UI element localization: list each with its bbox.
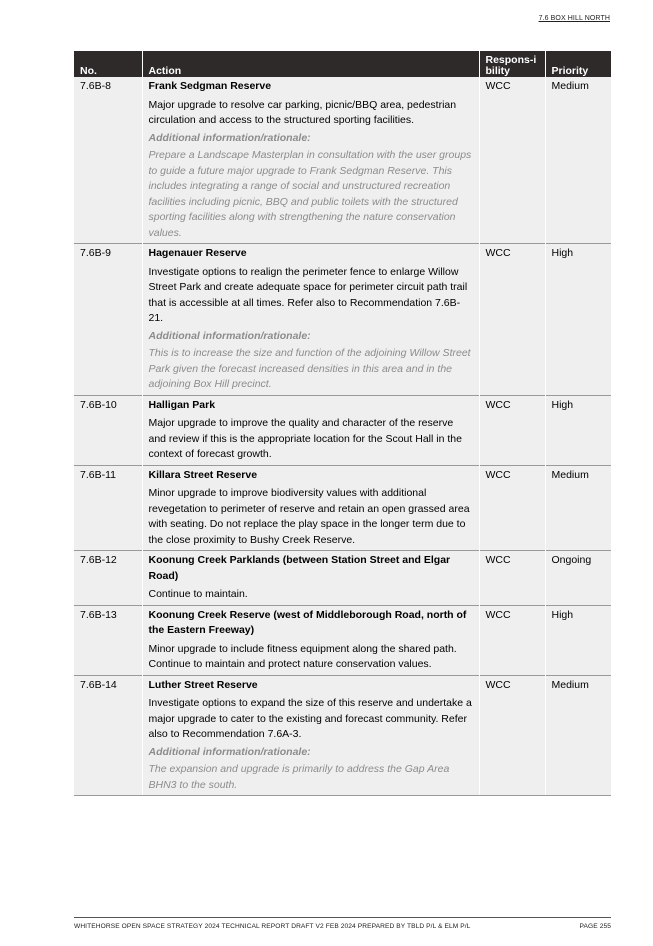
cell-responsibility: WCC [479, 395, 545, 465]
footer [74, 923, 611, 930]
cell-no: 7.6B-13 [74, 605, 142, 675]
action-description: Minor upgrade to include fitness equipment along the shared path. Continue to maintain and protect nature conservation values. [148, 642, 457, 670]
cell-responsibility: WCC [479, 77, 545, 244]
cell-no: 7.6B-10 [74, 395, 142, 465]
table-row [74, 605, 611, 675]
cell-priority: High [545, 395, 611, 465]
action-title: Killara Street Reserve [148, 468, 258, 481]
action-title: Koonung Creek Parklands (between Station Street and Elgar Road) [148, 554, 451, 582]
action-title: Hagenauer Reserve [148, 247, 247, 259]
table-row [74, 675, 611, 796]
additional-info-text: Prepare a Landscape Masterplan in consultation with the user groups to guide a future major upgrade to Frank Sedgman Reserve. This includes integrating a range of social and unstructured recreation facilities including picnic, BBQ and public toilets with the structured sporting facilities along with strengthening the nature conservation values. [148, 149, 472, 239]
cell-action [142, 77, 479, 244]
cell-no: 7.6B-12 [74, 551, 142, 606]
additional-info-label: Additional information/rationale: [148, 131, 311, 144]
cell-no: 7.6B-8 [74, 77, 142, 244]
action-title: Halligan Park [148, 398, 216, 411]
additional-info-text: This is to increase the size and function of the adjoining Willow Street Park given the forecast increased densities in this area and in the adjoining Box Hill precinct. [148, 347, 471, 390]
table-row [74, 244, 611, 396]
cell-action [142, 244, 479, 396]
cell-action [142, 395, 479, 465]
running-head: 7.6 BOX HILL NORTH [538, 15, 610, 22]
cell-action [142, 605, 479, 675]
action-title: Frank Sedgman Reserve [148, 80, 272, 92]
cell-responsibility: WCC [479, 244, 545, 396]
cell-priority: High [545, 244, 611, 396]
header-no: No. [74, 51, 142, 77]
cell-responsibility: WCC [479, 551, 545, 606]
cell-action [142, 551, 479, 606]
cell-no: 7.6B-9 [74, 244, 142, 396]
cell-action [142, 675, 479, 796]
table-header-row [74, 51, 611, 77]
header-responsibility-label: Respons-ibility [485, 54, 537, 77]
header-priority: Priority [545, 51, 611, 77]
additional-info-label: Additional information/rationale: [148, 745, 311, 758]
additional-info-label: Additional information/rationale: [148, 329, 311, 342]
action-title: Koonung Creek Reserve (west of Middleborough Road, north of the Eastern Freeway) [148, 608, 467, 636]
cell-action [142, 465, 479, 551]
page-number: PAGE 255 [579, 923, 611, 930]
action-description: Investigate options to expand the size of this reserve and undertake a major upgrade to cater to the existing and forecast community. Refer also to Recommendation 7.6A-3. [148, 697, 472, 740]
cell-responsibility: WCC [479, 465, 545, 551]
header-responsibility [479, 51, 545, 77]
cell-responsibility: WCC [479, 605, 545, 675]
action-description: Major upgrade to resolve car parking, picnic/BBQ area, pedestrian circulation and access to the structured sporting facilities. [148, 98, 457, 126]
action-description: Continue to maintain. [148, 588, 248, 600]
action-description: Major upgrade to improve the quality and character of the reserve and review if this is the appropriate location for the Scout Hall in the context of forecast growth. [148, 417, 462, 460]
table-row [74, 77, 611, 244]
action-title: Luther Street Reserve [148, 678, 258, 691]
table-row [74, 395, 611, 465]
table-row [74, 465, 611, 551]
cell-priority: Medium [545, 465, 611, 551]
recommendations-table [74, 51, 611, 796]
footer-text: WHITEHORSE OPEN SPACE STRATEGY 2024 TECHNICAL REPORT DRAFT V2 FEB 2024 PREPARED BY TBLD P/L & ELM P/L [74, 923, 471, 930]
action-description: Minor upgrade to improve biodiversity values with additional revegetation to perimeter of reserve and retain an open grassed area with seating. Do not replace the play space in the longer term due to the close proximity to Bushy Creek Reserve. [148, 487, 470, 546]
action-description: Investigate options to realign the perimeter fence to enlarge Willow Street Park and create adequate space for perimeter circuit path trail that is accessible at all times. Refer also to Recommendation 7.6B-21. [148, 265, 468, 324]
footer-rule [74, 917, 611, 918]
table-row [74, 551, 611, 606]
cell-no: 7.6B-14 [74, 675, 142, 796]
cell-responsibility: WCC [479, 675, 545, 796]
cell-priority: Ongoing [545, 551, 611, 606]
header-action: Action [142, 51, 479, 77]
cell-priority: High [545, 605, 611, 675]
cell-priority: Medium [545, 675, 611, 796]
additional-info-text: The expansion and upgrade is primarily to address the Gap Area BHN3 to the south. [148, 763, 450, 791]
cell-priority: Medium [545, 77, 611, 244]
cell-no: 7.6B-11 [74, 465, 142, 551]
